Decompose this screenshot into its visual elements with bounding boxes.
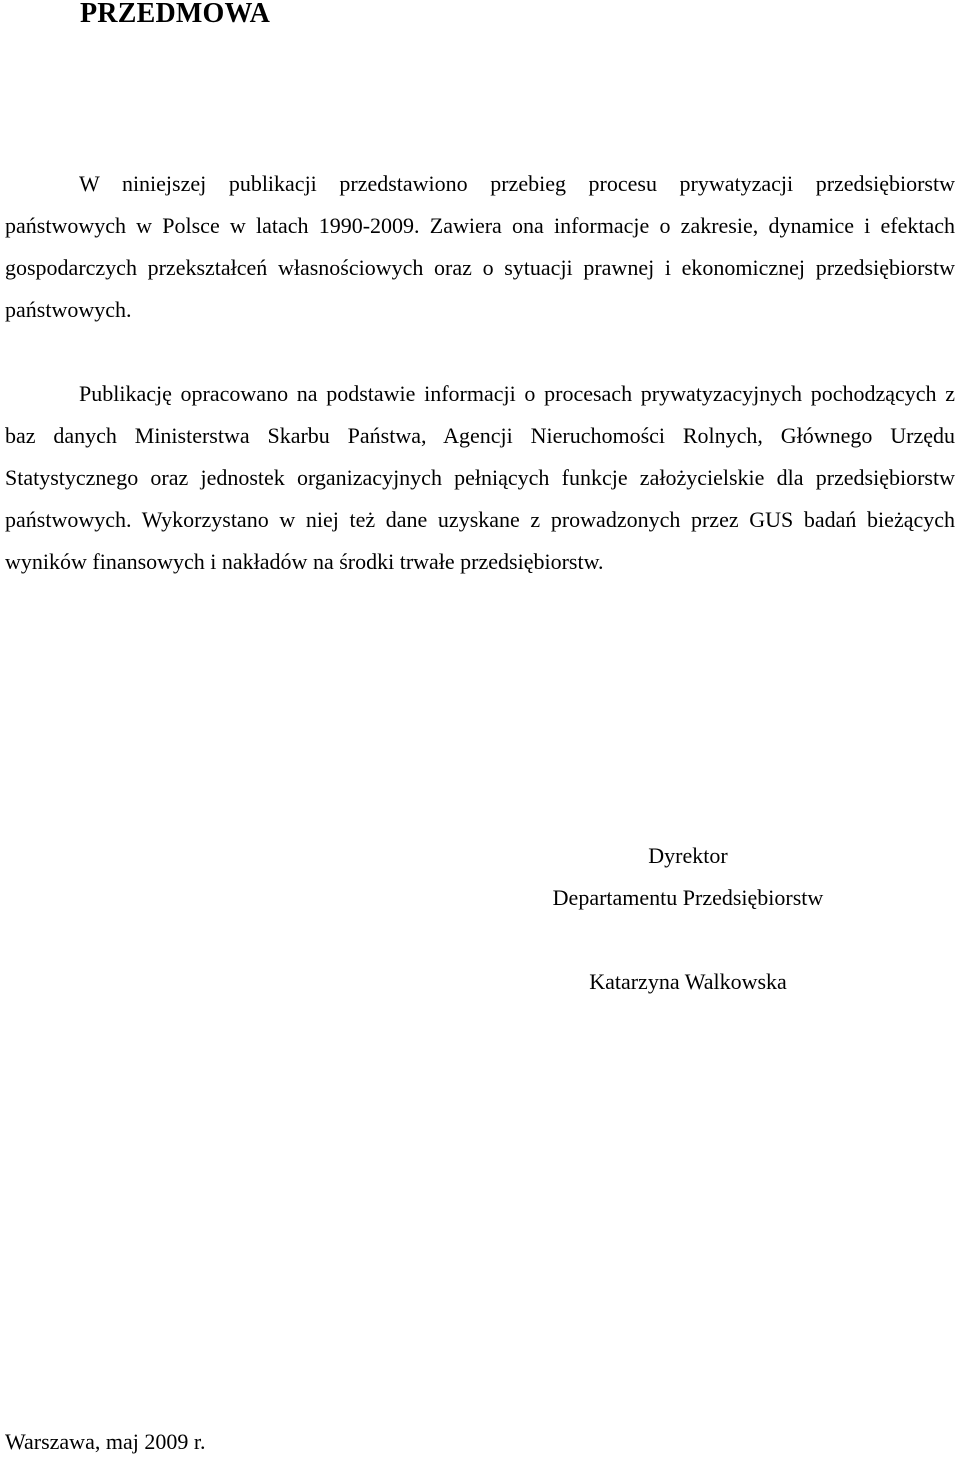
place-and-date: Warszawa, maj 2009 r.: [5, 1429, 206, 1454]
paragraph-intro: W niniejszej publikacji przedstawiono przebieg procesu prywatyzacji przedsiębiorstw państwowych w Polsce w latach 1990-2009. Zawiera ona informacje o zakresie, dynamice i efektach gospodarczych przekształceń własnościowych oraz o sytuacji prawnej i ekonomicznej przedsiębiorstw państwowych.: [5, 171, 955, 322]
signature-name: Katarzyna Walkowska: [589, 969, 787, 994]
signature-department: Departamentu Przedsiębiorstw: [552, 885, 824, 910]
signature-role: Dyrektor: [648, 843, 728, 868]
page-title: PRZEDMOWA: [80, 0, 271, 29]
paragraph-sources: Publikację opracowano na podstawie informacji o procesach prywatyzacyjnych pochodzących z baz danych Ministerstwa Skarbu Państwa, Agencji Nieruchomości Rolnych, Głównego Urzędu Statystycznego oraz jednostek organizacyjnych pełniących funkcje założycielskie dla przedsiębiorstw państwowych. Wykorzystano w niej też dane uzyskane z prowadzonych przez GUS badań bieżących wyników finansowych i nakładów na środki trwałe przedsiębiorstw.: [5, 381, 955, 574]
